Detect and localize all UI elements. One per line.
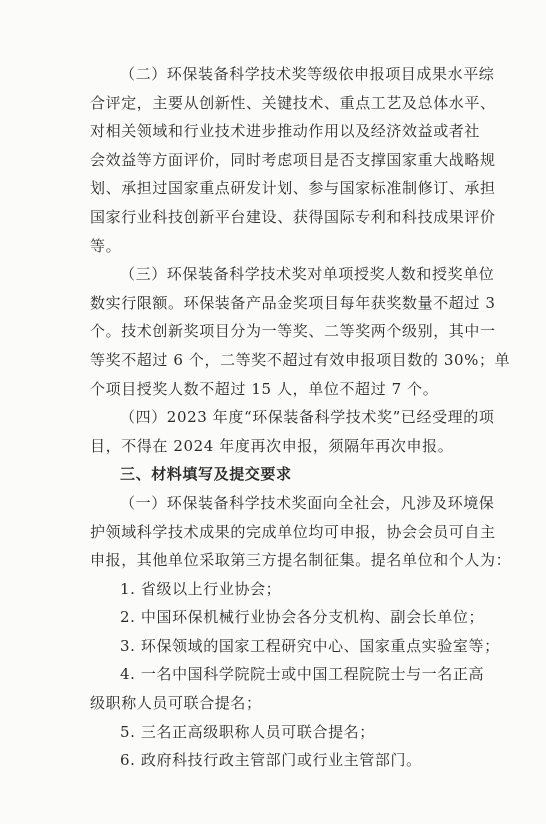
text-line: 合评定，主要从创新性、关键技术、重点工艺及总体水平、 [90, 93, 496, 112]
nominator-list [90, 575, 500, 775]
text-line: 会效益等方面评价，同时考虑项目是否支撑国家重大战略规 [90, 150, 496, 169]
text-line: （三）环保装备科学技术奖对单项授奖人数和授奖单位 [120, 265, 495, 284]
text-line: 个。技术创新奖项目分为一等奖、二等奖两个级别，其中一 [90, 322, 496, 341]
text-line: 等。 [90, 236, 122, 255]
text-line: 护领域科学技术成果的完成单位均可申报，协会会员可自主 [90, 522, 496, 541]
text-line: 等奖不超过 6 个，二等奖不超过有效申报项目数的 30%；单 [90, 350, 511, 369]
list-item: 1. 省级以上行业协会； [120, 579, 282, 598]
paragraph-evaluation-criteria [90, 60, 496, 260]
text-line: （二）环保装备科学技术奖等级依申报项目成果水平综 [120, 65, 495, 83]
text-line: 目，不得在 2024 年度再次申报，须隔年再次申报。 [90, 436, 454, 455]
paragraph-award-quota [90, 260, 511, 403]
text-line: 对相关领域和行业技术进步推动作用以及经济效益或者社 [90, 122, 481, 141]
list-item: 5. 三名正高级职称人员可联合提名； [120, 722, 375, 741]
list-item: 2. 中国环保机械行业协会各分支机构、副会长单位； [120, 608, 485, 627]
text-line: 申报，其他单位采取第三方提名制征集。提名单位和个人为： [90, 551, 512, 570]
text-line: （四）2023 年度“环保装备科学技术奖”已经受理的项 [120, 408, 495, 427]
list-item-continuation: 级职称人员可联合提名； [90, 694, 262, 713]
section-title: 三、材料填写及提交要求 [120, 465, 292, 484]
list-item: 4. 一名中国科学院院士或中国工程院院士与一名正高 [120, 665, 485, 684]
text-line: 个项目授奖人数不超过 15 人，单位不超过 7 个。 [90, 379, 439, 398]
text-line: 数实行限额。环保装备产品金奖项目每年获奖数量不超过 3 [90, 293, 496, 312]
paragraph-application-scope [90, 489, 512, 575]
text-line: 划、承担过国家重点研发计划、参与国家标准制修订、承担 [90, 179, 496, 198]
list-item: 6. 政府科技行政主管部门或行业主管部门。 [120, 751, 422, 770]
section-heading [90, 460, 488, 489]
text-line: （一）环保装备科学技术奖面向全社会，凡涉及环境保 [120, 493, 495, 512]
list-item: 3. 环保领域的国家工程研究中心、国家重点实验室等； [120, 636, 500, 655]
paragraph-reapplication-rule [90, 403, 495, 460]
text-line: 国家行业科技创新平台建设、获得国际专利和科技成果评价 [90, 207, 496, 226]
